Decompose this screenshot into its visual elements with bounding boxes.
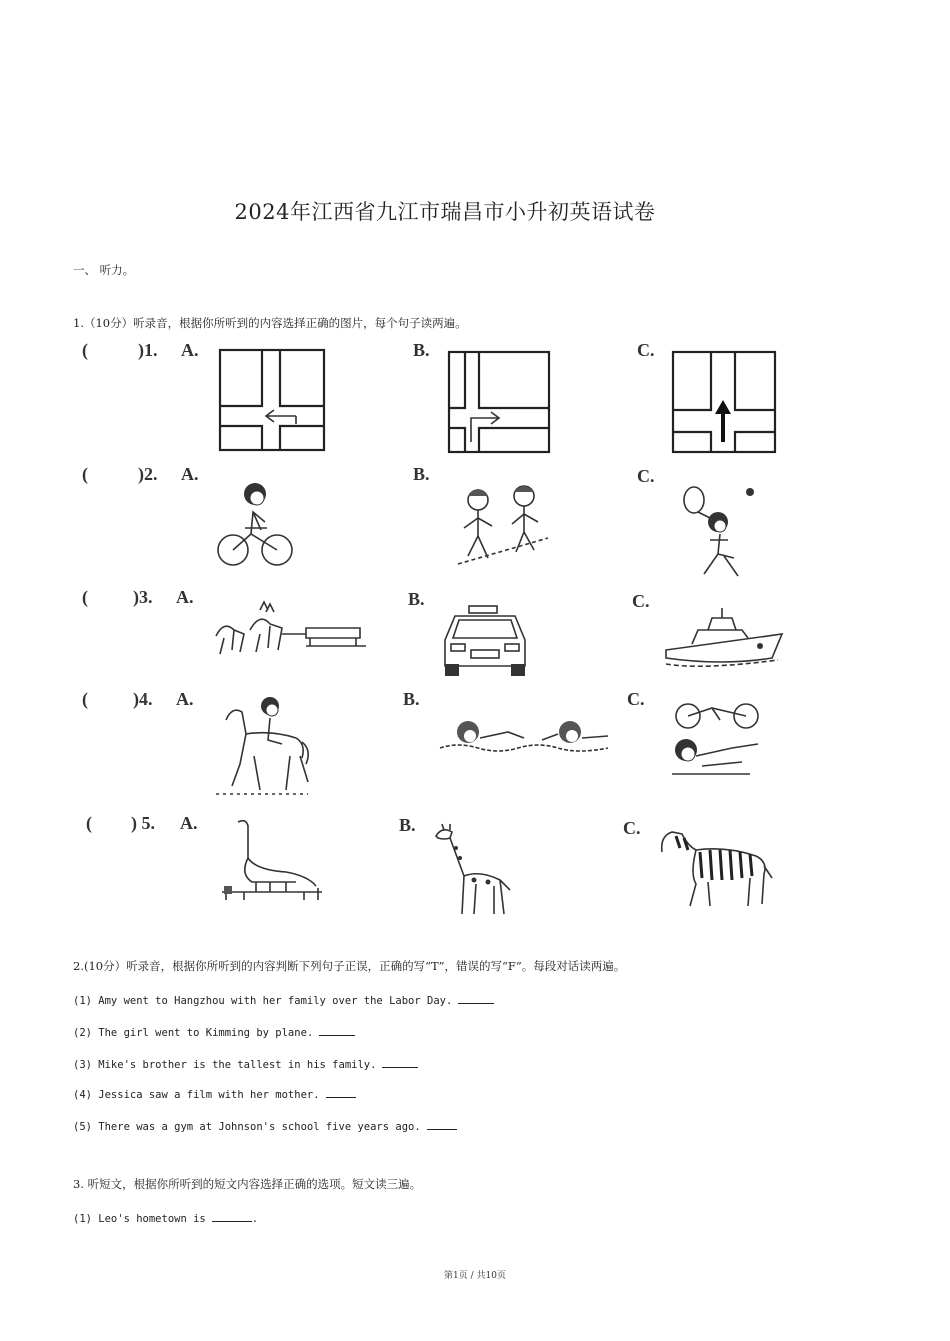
answer-paren-2: (	[82, 464, 88, 484]
road-map-turn-right-icon	[447, 350, 551, 454]
option-5a-label: A.	[180, 813, 198, 833]
q2-item-5-text: (5) There was a gym at Johnson's school five years ago.	[73, 1121, 421, 1133]
q2-item-2	[73, 1025, 355, 1039]
option-4a-label: A.	[176, 689, 194, 709]
option-5b-label: B.	[399, 815, 416, 835]
answer-blank[interactable]	[458, 993, 494, 1004]
q2-item-4-text: (4) Jessica saw a film with her mother.	[73, 1089, 320, 1101]
dog-sled-icon	[210, 600, 368, 662]
option-3a-label: A.	[176, 587, 194, 607]
badminton-girl-icon	[668, 478, 760, 582]
answer-paren-4: (	[82, 689, 88, 709]
question-1-stem: 1.（10分）听录音，根据你所听到的内容选择正确的图片，每个句子读两遍。	[73, 316, 467, 330]
walking-kids-icon	[448, 478, 558, 570]
answer-blank[interactable]	[326, 1087, 356, 1098]
answer-blank[interactable]	[212, 1211, 252, 1222]
answer-paren-5: (	[86, 813, 92, 833]
option-5c-label: C.	[623, 818, 641, 838]
option-1a-label: A.	[181, 340, 199, 360]
question-3-stem: 3. 听短文，根据你所听到的短文内容选择正确的选项。短文读三遍。	[73, 1177, 422, 1191]
taxi-icon	[437, 604, 533, 680]
option-2c-label: C.	[637, 466, 655, 486]
zebra-icon	[656, 822, 774, 912]
road-map-straight-icon	[671, 350, 777, 454]
giraffe-icon	[430, 822, 514, 920]
answer-blank[interactable]	[382, 1057, 418, 1068]
item-number-5: ) 5.	[131, 813, 155, 833]
page-title: 2024年江西省九江市瑞昌市小升初英语试卷	[234, 200, 656, 224]
option-2a-label: A.	[181, 464, 199, 484]
answer-blank[interactable]	[319, 1025, 355, 1036]
option-4c-label: C.	[627, 689, 645, 709]
dinosaur-icon	[216, 818, 328, 904]
answer-paren-1: (	[82, 340, 88, 360]
ship-icon	[662, 604, 786, 670]
answer-paren-3: (	[82, 587, 88, 607]
item-number-1: )1.	[138, 340, 158, 360]
item-number-2: )2.	[138, 464, 158, 484]
option-2b-label: B.	[413, 464, 430, 484]
swimmers-icon	[438, 718, 614, 758]
q2-item-1	[73, 993, 494, 1007]
item-number-4: )4.	[133, 689, 153, 709]
fallen-cyclist-icon	[662, 700, 766, 780]
option-4b-label: B.	[403, 689, 420, 709]
question-2-stem: 2.(10分）听录音，根据你所听到的内容判断下列句子正误，正确的写“T”，错误的写“F”。每段对话读两遍。	[73, 959, 626, 973]
q2-item-3	[73, 1057, 418, 1071]
item-number-3: )3.	[133, 587, 153, 607]
section-heading-listening: 一、 听力。	[73, 263, 135, 277]
horse-rider-icon	[212, 694, 312, 798]
q2-item-3-text: (3) Mike's brother is the tallest in his family.	[73, 1059, 377, 1071]
q2-item-4	[73, 1087, 356, 1101]
page-footer: 第1页 / 共10页	[444, 1271, 506, 1281]
q3-item-1-text: (1) Leo's hometown is	[73, 1213, 206, 1225]
bike-girl-icon	[215, 478, 297, 570]
q2-item-2-text: (2) The girl went to Kimming by plane.	[73, 1027, 314, 1039]
q2-item-1-text: (1) Amy went to Hangzhou with her family over the Labor Day.	[73, 995, 453, 1007]
option-1c-label: C.	[637, 340, 655, 360]
road-map-turn-left-icon	[218, 348, 326, 452]
q3-item-1: (1) Leo's hometown is .	[73, 1213, 259, 1225]
option-1b-label: B.	[413, 340, 430, 360]
option-3b-label: B.	[408, 589, 425, 609]
answer-blank[interactable]	[427, 1119, 457, 1130]
q2-item-5	[73, 1119, 457, 1133]
option-3c-label: C.	[632, 591, 650, 611]
